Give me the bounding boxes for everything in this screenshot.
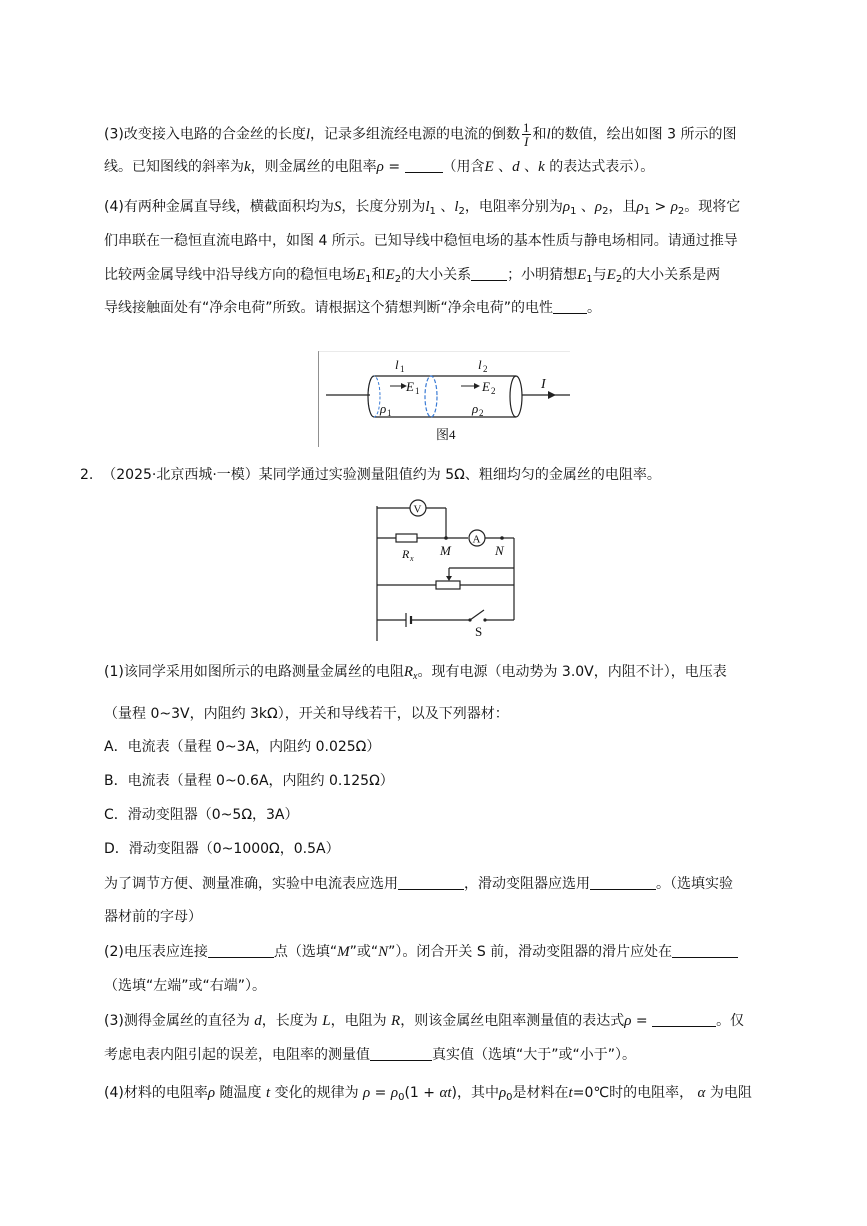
q2-part1-line1: (1)该同学采用如图所示的电路测量金属丝的电阻$R_x$。现有电源（电动势为 3.0V，内阻不计），电压表: [104, 664, 727, 682]
text: 随温度: [219, 1085, 262, 1101]
q2-part1-line3: [104, 874, 733, 894]
text: 导线接触面处有“净余电荷”所致。请根据这个猜想判断“净余电荷”的电性: [104, 300, 554, 316]
svg-text:ρ: ρ: [380, 401, 387, 416]
q1-part4-line4: [104, 298, 601, 318]
q2-option-a: A．电流表（量程 0~3A，内阻约 0.025Ω）: [104, 739, 381, 755]
figure-4-wires: [318, 351, 570, 447]
text: ，且: [608, 199, 637, 215]
q2-part4-line1: (4)材料的电阻率ρ 随温度 t 变化的规律为 $\rho = \rho_0(1 + \alpha t)$，其中$\rho_0$是材料在t=0℃时的电阻率， α 为电阻: [104, 1085, 752, 1103]
text: 的大小关系: [401, 267, 472, 283]
answer-blank[interactable]: [590, 875, 656, 890]
q2-part2-line1: (2)电压表应连接 点（选填“M”或“N”）。闭合开关 S 前，滑动变阻器的滑片应处在: [104, 942, 738, 962]
circuit-diagram: [374, 496, 518, 641]
text: ，其中: [456, 1085, 499, 1101]
text: (3)改变接入电路的合金丝的长度: [104, 126, 306, 143]
text: ；小明猜想: [507, 267, 578, 283]
q2-part2-line2: （选填“左端”或“右端”）。: [104, 978, 267, 994]
text: 的数值，绘出如图 3 所示的图: [550, 126, 737, 143]
text: (3)测得金属丝的直径为: [104, 1013, 250, 1029]
text: 。（选填实验: [656, 876, 733, 892]
text: 。现将它: [684, 199, 741, 215]
text: 真实值（选填“大于”或“小于”）。: [432, 1047, 637, 1063]
answer-blank[interactable]: [208, 943, 274, 958]
text: 和: [532, 126, 547, 143]
text: ，则该金属丝电阻率测量值的表达式: [400, 1013, 625, 1029]
text: ”或“: [349, 944, 379, 960]
text: 为电阻: [709, 1085, 752, 1101]
svg-text:ρ: ρ: [472, 401, 479, 416]
text: 。: [587, 300, 602, 316]
svg-text:l: l: [478, 357, 482, 372]
svg-text:S: S: [475, 624, 483, 639]
question-stem: （2025·北京西城·一模）某同学通过实验测量阻值约为 5Ω、粗细均匀的金属丝的电阻率。: [102, 467, 661, 483]
text: (1)该同学采用如图所示的电路测量金属丝的电阻: [104, 664, 404, 680]
figure-4-caption: 图4: [436, 427, 456, 442]
svg-text:2: 2: [491, 386, 496, 396]
text: ，则金属丝的电阻率: [250, 159, 377, 175]
svg-text:1: 1: [400, 364, 405, 374]
text: 。仅: [716, 1013, 745, 1029]
answer-blank[interactable]: [405, 158, 443, 173]
text: =0℃时的电阻率，: [572, 1085, 694, 1101]
question-number: 2.: [80, 467, 94, 483]
text: 线。已知图线的斜率为: [104, 159, 244, 175]
text: 与: [592, 267, 607, 283]
text: ，电阻为: [330, 1013, 387, 1029]
svg-text:2: 2: [479, 408, 484, 418]
q2-part1-line4: 器材前的字母）: [104, 909, 202, 925]
text: 的大小关系是两: [622, 267, 721, 283]
q2-option-d: D．滑动变阻器（0~1000Ω，0.5A）: [104, 841, 340, 857]
answer-blank[interactable]: [398, 875, 464, 890]
q2-stem: [80, 465, 661, 485]
text: 是材料在: [512, 1085, 569, 1101]
text: 。现有电源（电动势为 3.0V，内阻不计），电压表: [417, 664, 727, 680]
svg-text:x: x: [410, 554, 414, 563]
svg-text:l: l: [395, 357, 399, 372]
svg-text:M: M: [440, 543, 451, 558]
text: ，长度为: [261, 1013, 318, 1029]
fraction-1-over-I: $\frac{1}{I}$: [523, 120, 530, 149]
q1-part4-line3: 比较两金属导线中沿导线方向的稳恒电场$E_1$和$E_2$的大小关系 ；小明猜想$E_1$与$E_2$的大小关系是两: [104, 267, 721, 285]
svg-text:N: N: [495, 543, 504, 558]
text: (4)有两种金属直导线，横截面积均为: [104, 199, 334, 215]
svg-text:2: 2: [483, 364, 488, 374]
svg-text:1: 1: [415, 386, 420, 396]
q1-part3-line2: 线。已知图线的斜率为k，则金属丝的电阻率ρ = （用含E 、d 、k 的表达式表示）。: [104, 159, 655, 175]
q1-part4-line1: (4)有两种金属直导线，横截面积均为S，长度分别为$l_1$ 、$l_2$，电阻率分别为$\rho_1$ 、$\rho_2$，且$\rho_1 > \rho_2$。现将它: [104, 199, 741, 217]
text: 变化的规律为: [274, 1085, 359, 1101]
text: ，记录多组流经电源的电流的倒数: [310, 126, 521, 143]
text: ”）。闭合开关 S 前，滑动变阻器的滑片应处在: [388, 944, 673, 960]
q2-part1-line2: （量程 0~3V，内阻约 3kΩ），开关和导线若干，以及下列器材：: [104, 706, 509, 722]
svg-text:1: 1: [387, 408, 392, 418]
text: 为了调节方便、测量准确，实验中电流表应选用: [104, 876, 398, 892]
text: 考虑电表内阻引起的误差，电阻率的测量值: [104, 1047, 370, 1063]
text: (4)材料的电阻率: [104, 1085, 208, 1101]
svg-text:I: I: [541, 377, 546, 392]
svg-text:V: V: [413, 503, 422, 516]
answer-blank[interactable]: [652, 1012, 716, 1027]
svg-text:R: R: [402, 547, 410, 561]
q1-part3-line1: (3)改变接入电路的合金丝的长度l，记录多组流经电源的电流的倒数 $\frac{1}{I}$ 和l的数值，绘出如图 3 所示的图: [104, 120, 737, 149]
answer-blank[interactable]: [471, 266, 507, 281]
answer-blank[interactable]: [553, 299, 587, 314]
q1-part4-line2: 们串联在一稳恒直流电路中，如图 4 所示。已知导线中稳恒电场的基本性质与静电场相同。请通过推导: [104, 233, 738, 249]
answer-blank[interactable]: [672, 943, 738, 958]
q2-part3-line2: [104, 1045, 636, 1065]
q2-option-b: B．电流表（量程 0~0.6A，内阻约 0.125Ω）: [104, 773, 394, 789]
text: 点（选填“: [273, 944, 338, 960]
text: 和: [371, 267, 386, 283]
svg-text:A: A: [472, 533, 481, 546]
text: 的表达式表示）。: [549, 159, 655, 175]
text: 比较两金属导线中沿导线方向的稳恒电场: [104, 267, 356, 283]
q2-option-c: C．滑动变阻器（0~5Ω，3A）: [104, 807, 299, 823]
text: (2)电压表应连接: [104, 944, 208, 960]
q2-part3-line1: (3)测得金属丝的直径为 d，长度为 L，电阻为 R，则该金属丝电阻率测量值的表达式ρ = 。仅: [104, 1013, 745, 1029]
text: （用含: [442, 159, 485, 175]
text: ，滑动变阻器应选用: [464, 876, 590, 892]
svg-text:E: E: [482, 379, 490, 394]
svg-text:E: E: [406, 379, 414, 394]
text: ，长度分别为: [341, 199, 426, 215]
answer-blank[interactable]: [370, 1046, 432, 1061]
text: ，电阻率分别为: [464, 199, 563, 215]
